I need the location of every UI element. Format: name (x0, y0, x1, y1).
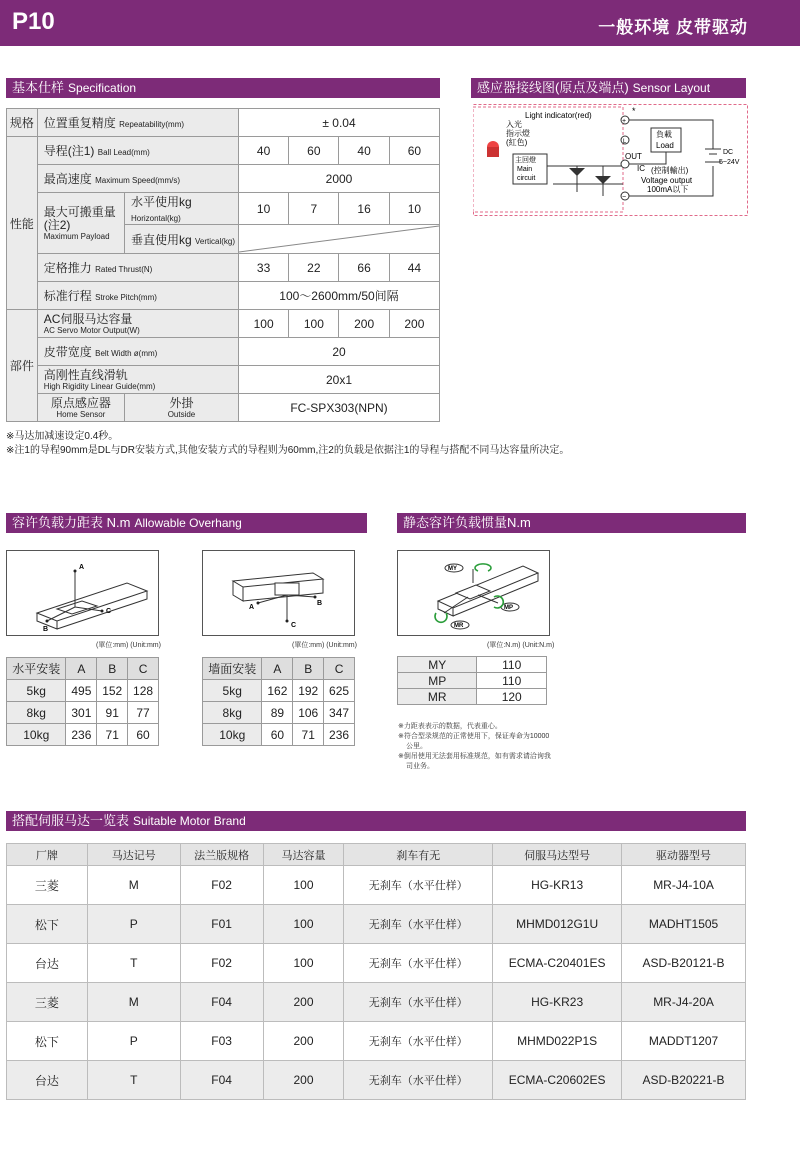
note-1: ※马达加减速设定0.4秒。 (6, 431, 119, 442)
motor-value: 200 (389, 310, 439, 338)
header-subtitle: 一般环境 皮带驱动 (598, 18, 748, 37)
section-motor-en: Suitable Motor Brand (133, 814, 246, 828)
table-header: 厂牌 马达记号 法兰版规格 马达容量 刹车有无 伺服马达型号 驱动器型号 (7, 844, 746, 866)
repeat-label: 位置重复精度 Repeatability(mm) (37, 109, 238, 137)
svg-text:*: * (632, 106, 636, 116)
payload-label: 最大可搬重量(注2) Maximum Payload (37, 193, 124, 254)
repeat-value: ± 0.04 (238, 109, 439, 137)
unit-h: (單位:mm) (Unit:mm) (96, 642, 161, 649)
svg-text:L: L (623, 139, 627, 145)
lead-value: 40 (238, 137, 288, 165)
section-sensor-en: Sensor Layout (632, 81, 711, 95)
section-sensor (471, 78, 746, 98)
section-sensor-cn: 感应器接线图(原点及端点) (477, 80, 629, 95)
table-row: 三菱 M F02 100 无刹车（水平仕样） HG-KR13 MR-J4-10A (7, 866, 746, 905)
belt-value: 20 (238, 338, 439, 366)
motor-table (6, 843, 746, 1100)
section-spec (6, 78, 440, 98)
table-row (7, 310, 440, 338)
table-row: 松下 P F01 100 无刹车（水平仕样） MHMD012G1U MADHT1505 (7, 905, 746, 944)
speed-label: 最高速度 Maximum Speed(mm/s) (37, 165, 238, 193)
lead-value: 60 (389, 137, 439, 165)
sensor-value: FC-SPX303(NPN) (238, 394, 439, 422)
belt-label: 皮带宽度 Belt Width ø(mm) (37, 338, 238, 366)
horiz-value: 10 (389, 193, 439, 225)
section-overhang (6, 513, 367, 533)
table-row (7, 338, 440, 366)
svg-text:MY: MY (448, 566, 457, 572)
table-row: MR 120 (398, 689, 547, 705)
svg-text:Voltage output: Voltage output (641, 176, 693, 185)
diagonal-line (239, 225, 439, 253)
vert-label: 垂直使用kg Vertical(kg) (124, 225, 238, 254)
vert-value-empty (238, 225, 439, 254)
table-row (7, 137, 440, 165)
svg-text:C: C (291, 622, 297, 629)
svg-text:OUT: OUT (625, 152, 642, 161)
section-spec-en: Specification (68, 81, 137, 95)
unit-m: (單位:N.m) (Unit:N.m) (487, 642, 555, 649)
section-overhang-cn: 容许负载力距表 N.m (12, 515, 131, 530)
sensor-label: 原点感应器 Home Sensor (37, 394, 124, 422)
table-row (7, 282, 440, 310)
svg-text:MR: MR (454, 623, 464, 629)
svg-text:負載: 負載 (656, 130, 672, 139)
thrust-label: 定格推力 Rated Thrust(N) (37, 254, 238, 282)
svg-text:+: + (622, 118, 627, 125)
table-row: 松下 P F03 200 无刹车（水平仕样） MHMD022P1S MADDT1207 (7, 1022, 746, 1061)
lead-value: 60 (289, 137, 339, 165)
svg-text:A: A (79, 564, 85, 571)
section-overhang-en: Allowable Overhang (134, 516, 242, 530)
svg-text:circuit: circuit (517, 175, 536, 182)
svg-text:Load: Load (656, 141, 674, 150)
motor-label: AC伺服马达容量 AC Servo Motor Output(W) (37, 310, 238, 338)
moment-table (397, 656, 547, 705)
speed-value: 2000 (238, 165, 439, 193)
figure-wall (202, 550, 355, 636)
thrust-value: 33 (238, 254, 288, 282)
guide-value: 20x1 (238, 366, 439, 394)
table-row: 三菱 M F04 200 无刹车（水平仕样） HG-KR23 MR-J4-20A (7, 983, 746, 1022)
table-row: 台达 T F02 100 无刹车（水平仕样） ECMA-C20401ES ASD-B20121-B (7, 944, 746, 983)
svg-text:C: C (106, 608, 112, 615)
table-row (7, 165, 440, 193)
table-row: 8kg 89 106 347 (203, 702, 355, 724)
table-row: MP 110 (398, 673, 547, 689)
table-row: 10kg 236 71 60 (7, 724, 159, 746)
table-row: 5kg 162 192 625 (203, 680, 355, 702)
svg-text:B: B (317, 600, 323, 607)
svg-text:主回燈: 主回燈 (515, 157, 536, 164)
lead-value: 40 (339, 137, 389, 165)
table-row (7, 394, 440, 422)
horiz-label: 水平使用kg Horizontal(kg) (124, 193, 238, 225)
unit-w: (單位:mm) (Unit:mm) (292, 642, 357, 649)
svg-text:指示燈: 指示燈 (506, 129, 530, 138)
svg-text:IC: IC (637, 164, 645, 173)
lead-label: 导程(注1) Ball Lead(mm) (37, 137, 238, 165)
section-motor-cn: 搭配伺服马达一览表 (12, 813, 130, 828)
svg-text:(控制輸出): (控制輸出) (651, 166, 689, 175)
model-title: P10 (12, 8, 55, 35)
thrust-value: 22 (289, 254, 339, 282)
section-moment-cn: 静态容许负载惯量N.m (403, 515, 531, 530)
table-row: 台达 T F04 200 无刹车（水平仕样） ECMA-C20602ES ASD-B20221-B (7, 1061, 746, 1100)
svg-text:100mA以下: 100mA以下 (647, 185, 689, 194)
note-2: ※注1的导程90mm是DL与DR安装方式,其他安装方式的导程则为60mm,注2的负载是依据注1的导程与搭配不同马达容量所决定。 (6, 445, 570, 456)
guide-label: 高刚性直线滑轨 High Rigidity Linear Guide(mm) (37, 366, 238, 394)
sensor-wiring-diagram (473, 104, 748, 216)
table-header: 墙面安装 A B C (203, 658, 355, 680)
section-motor (6, 811, 746, 831)
group-perf: 性能 (7, 137, 38, 310)
section-moment (397, 513, 746, 533)
table-row (7, 109, 440, 137)
motor-value: 100 (238, 310, 288, 338)
header-bar (0, 0, 800, 46)
motor-value: 200 (339, 310, 389, 338)
svg-text:DC: DC (723, 149, 734, 156)
svg-text:B: B (43, 626, 49, 633)
stroke-value: 100～2600mm/50间隔 (238, 282, 439, 310)
svg-text:Light indicator(red): Light indicator(red) (525, 111, 592, 120)
stroke-label: 标准行程 Stroke Pitch(mm) (37, 282, 238, 310)
table-row: 8kg 301 91 77 (7, 702, 159, 724)
svg-text:5~24V: 5~24V (719, 159, 740, 166)
light-in: 入光 (506, 120, 522, 129)
svg-text:−: − (622, 194, 627, 201)
thrust-value: 44 (389, 254, 439, 282)
table-row (7, 254, 440, 282)
table-row: MY 110 (398, 657, 547, 673)
section-spec-cn: 基本仕样 (12, 80, 65, 95)
thrust-value: 66 (339, 254, 389, 282)
table-row (7, 193, 440, 225)
horiz-value: 16 (339, 193, 389, 225)
group-spec: 规格 (7, 109, 38, 137)
table-header: 水平安装 A B C (7, 658, 159, 680)
figure-horizontal (6, 550, 159, 636)
group-parts: 部件 (7, 310, 38, 422)
figure-moment (397, 550, 550, 636)
table-row: 10kg 60 71 236 (203, 724, 355, 746)
spec-table (6, 108, 440, 422)
motor-value: 100 (289, 310, 339, 338)
table-row (7, 366, 440, 394)
outside-label: 外掛 Outside (124, 394, 238, 422)
svg-text:(紅色): (紅色) (506, 138, 528, 147)
moment-notes: ※力距表表示的数据，代表重心。 ※符合型录规范的正常使用下，保证寿命为10000 公里。 ※倒吊使用无法套用标准规范，如有需求请洽询我 司业务。 (398, 723, 551, 770)
svg-text:MP: MP (504, 605, 513, 611)
table-row: 5kg 495 152 128 (7, 680, 159, 702)
overhang-wall-table (202, 657, 355, 746)
overhang-horizontal-table (6, 657, 159, 746)
svg-text:A: A (249, 604, 255, 611)
horiz-value: 7 (289, 193, 339, 225)
svg-text:Main: Main (517, 166, 533, 173)
horiz-value: 10 (238, 193, 288, 225)
